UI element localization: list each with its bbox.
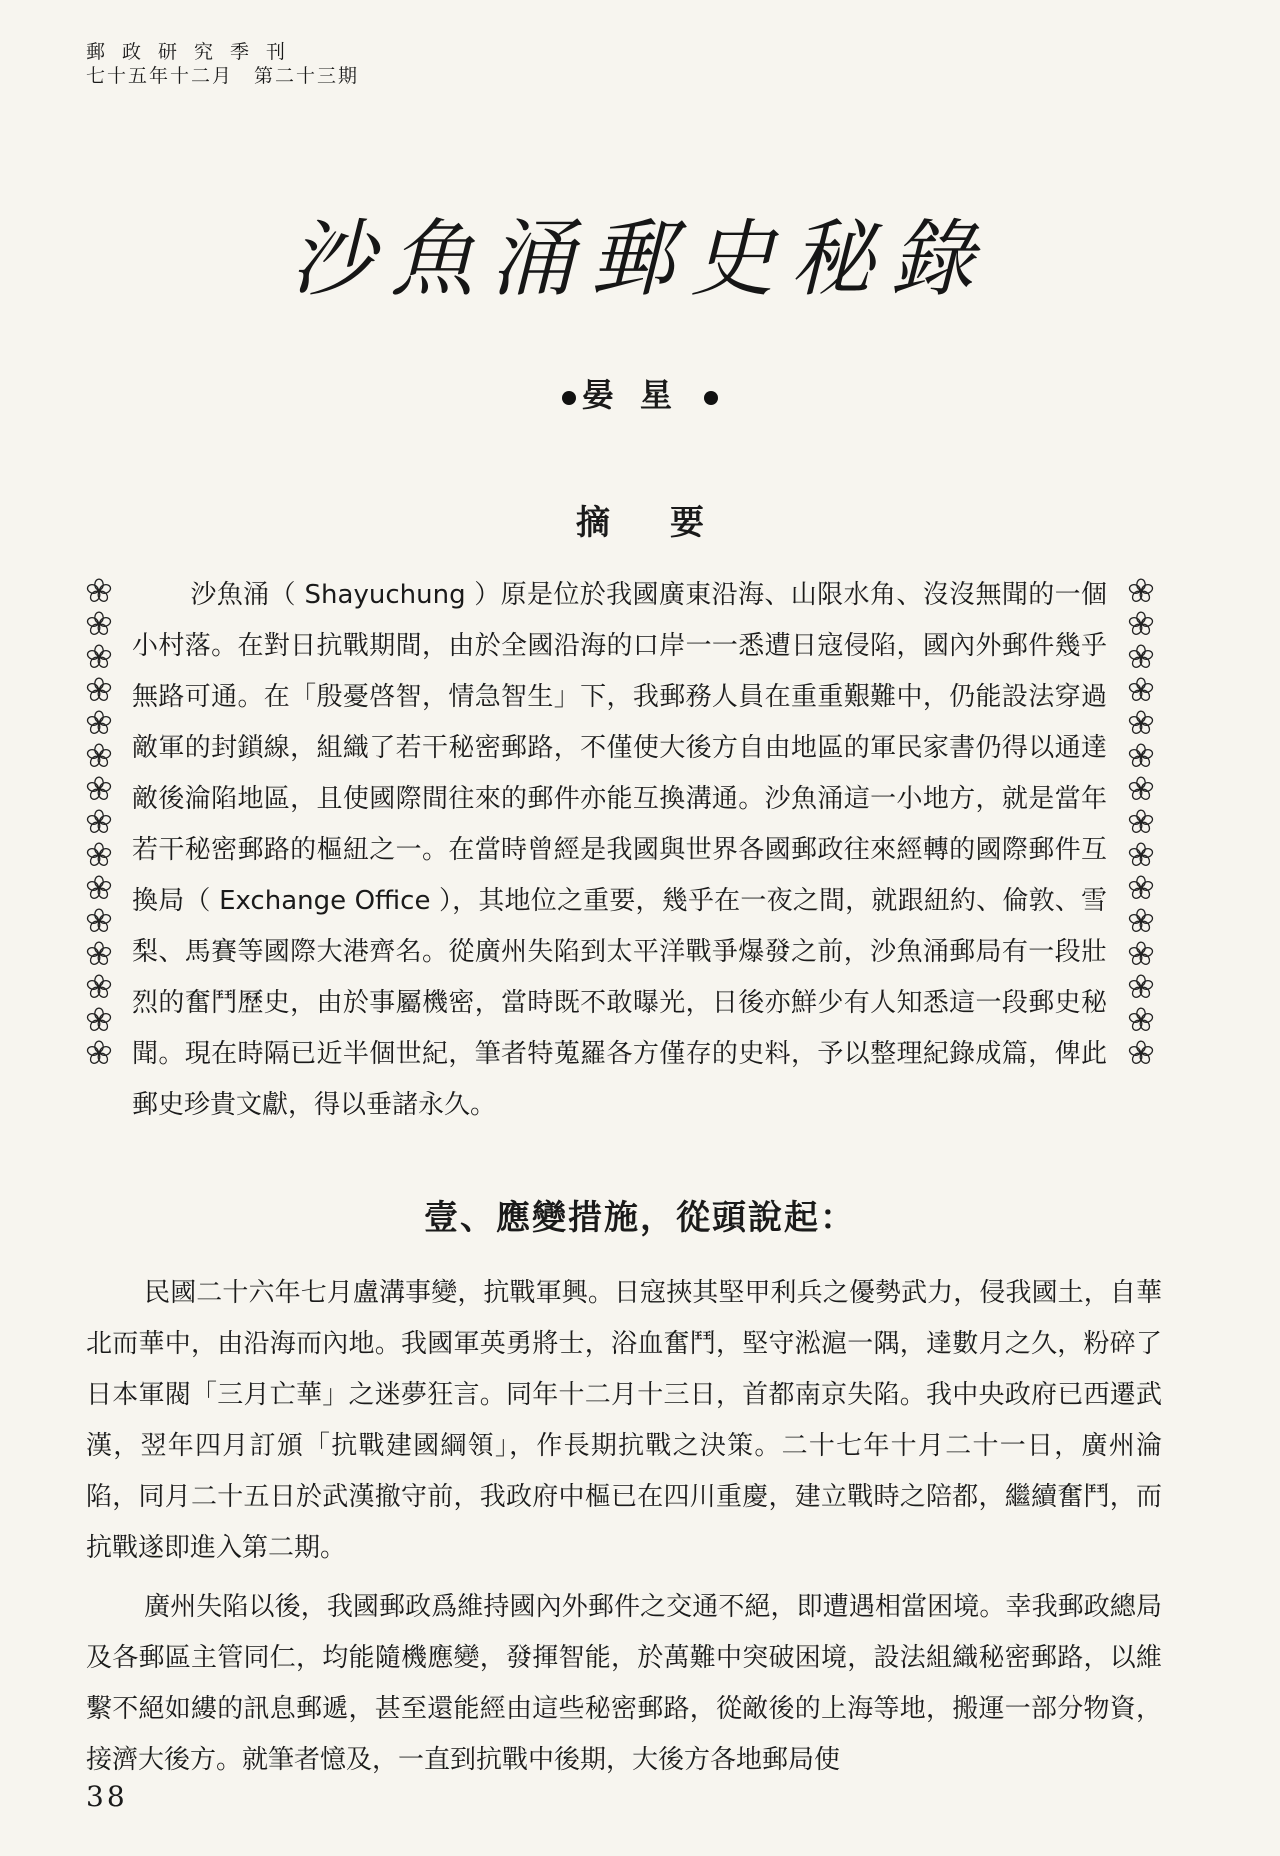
plum-blossom-icon	[1128, 677, 1154, 703]
plum-blossom-icon	[86, 908, 112, 934]
plum-blossom-icon	[1128, 1040, 1154, 1066]
plum-blossom-icon	[86, 1007, 112, 1033]
plum-blossom-icon	[86, 611, 112, 637]
plum-blossom-icon	[86, 743, 112, 769]
plum-blossom-icon	[1128, 974, 1154, 1000]
plum-blossom-icon	[1128, 578, 1154, 604]
abstract-text	[132, 570, 1107, 1131]
bullet-icon	[704, 391, 718, 405]
plum-blossom-icon	[1128, 809, 1154, 835]
section-body	[86, 1268, 1162, 1794]
abstract-heading: 摘要	[576, 503, 764, 543]
plum-blossom-icon	[86, 776, 112, 802]
plum-blossom-icon	[1128, 611, 1154, 637]
paragraph: 廣州失陷以後，我國郵政爲維持國內外郵件之交通不絕，即遭遇相當困境。幸我郵政總局及各郵區主管同仁，均能隨機應變，發揮智能，於萬難中突破困境，設法組織秘密郵路，以維繫不絕如縷的訊息郵遞，甚至還能經由這些秘密郵路，從敵後的上海等地，搬運一部分物資，接濟大後方。就筆者憶及，一直到抗戰中後期，大後方各地郵局使	[86, 1592, 1162, 1775]
plum-blossom-icon	[86, 677, 112, 703]
plum-blossom-icon	[1128, 842, 1154, 868]
plum-blossom-icon	[1128, 908, 1154, 934]
plum-blossom-icon	[1128, 941, 1154, 967]
plum-blossom-icon	[86, 974, 112, 1000]
plum-blossom-icon	[86, 644, 112, 670]
section-heading: 壹、應變措施，從頭說起：	[424, 1198, 856, 1238]
plum-blossom-icon	[86, 875, 112, 901]
author-line	[0, 370, 1280, 416]
plum-blossom-icon	[1128, 875, 1154, 901]
plum-blossom-icon	[1128, 644, 1154, 670]
issue-info: 七十五年十二月 第二十三期	[86, 65, 360, 87]
plum-blossom-icon	[1128, 1007, 1154, 1033]
plum-blossom-icon	[86, 941, 112, 967]
page-number: 38	[86, 1780, 128, 1813]
plum-blossom-icon	[86, 842, 112, 868]
paragraph: 民國二十六年七月盧溝事變，抗戰軍興。日寇挾其堅甲利兵之優勢武力，侵我國土，自華北而華中，由沿海而內地。我國軍英勇將士，浴血奮鬥，堅守淞滬一隅，達數月之久，粉碎了日本軍閥「三月亡華」之迷夢狂言。同年十二月十三日，首都南京失陷。我中央政府已西遷武漢，翌年四月訂頒「抗戰建國綱領」，作長期抗戰之決策。二十七年十月二十一日，廣州淪陷，同月二十五日於武漢撤守前，我政府中樞已在四川重慶，建立戰時之陪都，繼續奮鬥，而抗戰遂即進入第二期。	[86, 1278, 1162, 1563]
plum-blossom-icon	[86, 809, 112, 835]
plum-blossom-icon	[1128, 776, 1154, 802]
journal-name: 郵政研究季刊	[86, 41, 303, 63]
plum-blossom-icon	[1128, 710, 1154, 736]
bullet-icon	[562, 391, 576, 405]
flower-border-right	[1124, 578, 1158, 1073]
plum-blossom-icon	[86, 1040, 112, 1066]
plum-blossom-icon	[86, 710, 112, 736]
running-head	[86, 40, 359, 88]
abstract-body: 沙魚涌（ Shayuchung ）原是位於我國廣東沿海、山限水角、沒沒無聞的一個小村落。在對日抗戰期間，由於全國沿海的口岸一一悉遭日寇侵陷，國內外郵件幾乎無路可通。在「殷憂啓智，情急智生」下，我郵務人員在重重艱難中，仍能設法穿過敵軍的封鎖線，組織了若干秘密郵路，不僅使大後方自由地區的軍民家書仍得以通達敵後淪陷地區，且使國際間往來的郵件亦能互換溝通。沙魚涌這一小地方，就是當年若干秘密郵路的樞紐之一。在當時曾經是我國與世界各國郵政往來經轉的國際郵件互換局（ Exchange Office ），其地位之重要，幾乎在一夜之間，就跟紐約、倫敦、雪梨、馬賽等國際大港齊名。從廣州失陷到太平洋戰爭爆發之前，沙魚涌郵局有一段壯烈的奮鬥歷史，由於事屬機密，當時既不敢曝光，日後亦鮮少有人知悉這一段郵史秘聞。現在時隔已近半個世紀，筆者特蒐羅各方僅存的史料，予以整理紀錄成篇，俾此郵史珍貴文獻，得以垂諸永久。	[132, 580, 1107, 1120]
article-title: 沙魚涌郵史秘錄	[289, 210, 990, 308]
flower-border-left	[82, 578, 116, 1073]
plum-blossom-icon	[86, 578, 112, 604]
plum-blossom-icon	[1128, 743, 1154, 769]
author-name: 晏星	[581, 376, 698, 414]
